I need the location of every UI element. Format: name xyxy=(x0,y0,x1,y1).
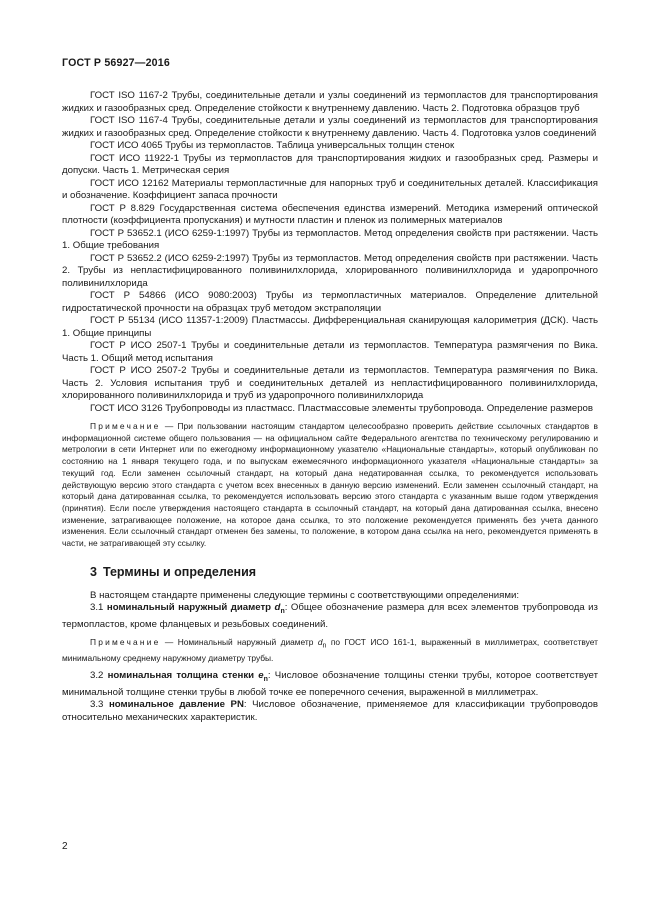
term-number: 3.1 xyxy=(90,602,104,614)
reference-item: ГОСТ ISO 1167-2 Трубы, соединительные детали и узлы соединений из термопластов для транспортирования жидких и газообразных сред. Определение стойкости к внутреннему давлению. Часть 2. Подготовка образцов труб xyxy=(62,90,598,114)
section-intro: В настоящем стандарте применены следующие термины с соответствующими определениями: xyxy=(90,589,520,601)
term-definition xyxy=(62,602,598,631)
reference-item: ГОСТ Р ИСО 2507-1 Трубы и соединительные детали из термопластов. Температура размягчения по Вика. Часть 1. Общий метод испытания xyxy=(62,340,598,364)
term-number: 3.2 xyxy=(90,670,104,682)
term-note xyxy=(62,637,598,664)
term-symbol: e xyxy=(258,670,264,682)
reference-item: ГОСТ Р 54866 (ИСО 9080:2003) Трубы из термопластичных материалов. Определение длительной гидростатической прочности на образцах труб методом экстраполяции xyxy=(62,290,598,314)
section-title: Термины и определения xyxy=(102,564,257,579)
note-text: — При пользовании настоящим стандартом целесообразно проверить действие ссылочных стандартов в информационной системе общего пользования — на официальном сайте Федерального агентства по техническому регулированию и метрологии в сети Интернет или по ежегодному информационному указателю «Национальные стандарты», который опубликован по состоянию на 1 января текущего года, и по выпускам ежемесячного информационного указателя «Национальные стандарты» за текущий год. Если заменен ссылочный стандарт, на который дана недатированная ссылка, то рекомендуется использовать действующую версию этого стандарта с учетом всех внесенных в данную версию изменений. Если заменен ссылочный стандарт, на который дана датированная ссылка, то рекомендуется использовать версию этого стандарта с указанным выше годом утверждения (принятия). Если после утверждения настоящего стандарта в ссылочный стандарт, на который дана датированная ссылка, внесено изменение, затрагивающее положение, на которое дана ссылка, то это положение рекомендуется применять без учета данного изменения. Если ссылочный стандарт отменен без замены, то положение, в котором дана ссылка на него, рекомендуется применять в части, не затрагивающей эту ссылку. xyxy=(62,421,598,549)
term-number: 3.3 xyxy=(90,699,104,711)
term-definition xyxy=(62,699,598,724)
term-name: номинальное давление PN xyxy=(108,699,244,711)
page-body xyxy=(62,90,598,724)
note-symbol-subscript: n xyxy=(322,642,327,650)
note-symbol: d xyxy=(317,637,323,648)
note-label: Примечание xyxy=(90,421,161,431)
term-definition-text: : Общее обозначение размера для всех элементов трубопровода из термопластов, кроме фланцевых и резьбовых соединений. xyxy=(62,602,598,630)
term-symbol: d xyxy=(274,602,281,614)
reference-item: ГОСТ Р ИСО 2507-2 Трубы и соединительные детали из термопластов. Температура размягчения по Вика. Часть 2. Условия испытания труб и соединительных деталей из непластифицированного поливинилхлорида, хлорированного поливинилхлорида и труб из ударопрочного поливинилхлорида xyxy=(62,365,598,401)
term-definition-text: : Числовое обозначение, применяемое для классификации трубопроводов относительно механических характеристик. xyxy=(62,699,599,723)
term-name: номинальный наружный диаметр xyxy=(106,602,272,614)
reference-item: ГОСТ Р 53652.2 (ИСО 6259-2:1997) Трубы из термопластов. Метод определения свойств при растяжении. Часть 2. Трубы из непластифицированного поливинилхлорида, хлорированного поливинилхлорида и ударопрочного поливинилхлорида xyxy=(62,252,598,289)
term-definition xyxy=(62,670,598,699)
normative-references-list xyxy=(62,90,598,415)
note-label: Примечание xyxy=(90,637,161,648)
reference-item: ГОСТ Р 8.829 Государственная система обеспечения единства измерений. Методика измерений оптической плотности (коэффициента пропускания) и мутности пластин и пленок из полимерных материалов xyxy=(62,202,598,226)
reference-item: ГОСТ Р 53652.1 (ИСО 6259-1:1997) Трубы из термопластов. Метод определения свойств при растяжении. Часть 1. Общие требования xyxy=(62,227,598,251)
term-definition-text: : Числовое обозначение толщины стенки трубы, которое соответствует минимальной толщине стенки трубы в любой точке ее поперечного сечения, выраженной в миллиметрах. xyxy=(62,670,598,698)
term-symbol-subscript: n xyxy=(263,676,268,684)
note-text-end: по ГОСТ ИСО 161-1, выраженный в миллиметрах, соответствует минимальному среднему наружному диаметру трубы. xyxy=(62,637,598,663)
section-number: 3 xyxy=(90,564,97,579)
reference-item: ГОСТ ИСО 3126 Трубопроводы из пластмасс. Пластмассовые элементы трубопровода. Определение размеров xyxy=(90,402,594,414)
reference-item: ГОСТ ИСО 4065 Трубы из термопластов. Таблица универсальных толщин стенок xyxy=(90,140,455,151)
note-text: — Номинальный наружный диаметр xyxy=(160,637,318,648)
reference-item: ГОСТ ISO 1167-4 Трубы, соединительные детали и узлы соединений из термопластов для транспортирования жидких и газообразных сред. Определение стойкости к внутреннему давлению. Часть 4. Подготовка узлов соединений xyxy=(62,115,598,139)
reference-item: ГОСТ ИСО 11922-1 Трубы из термопластов для транспортирования жидких и газообразных сред. Размеры и допуски. Часть 1. Метрическая серия xyxy=(62,152,598,176)
section-heading xyxy=(90,565,598,579)
document-header: ГОСТ Р 56927—2016 xyxy=(62,57,170,69)
term-name: номинальная толщина стенки xyxy=(107,670,255,682)
term-symbol-subscript: n xyxy=(280,608,285,616)
references-note xyxy=(62,421,598,550)
reference-item: ГОСТ Р 55134 (ИСО 11357-1:2009) Пластмассы. Дифференциальная сканирующая калориметрия (ДСК). Часть 1. Общие принципы xyxy=(62,315,598,339)
page-number: 2 xyxy=(62,841,68,852)
reference-item: ГОСТ ИСО 12162 Материалы термопластичные для напорных труб и соединительных деталей. Классификация и обозначение. Коэффициент запаса прочности xyxy=(62,177,598,201)
